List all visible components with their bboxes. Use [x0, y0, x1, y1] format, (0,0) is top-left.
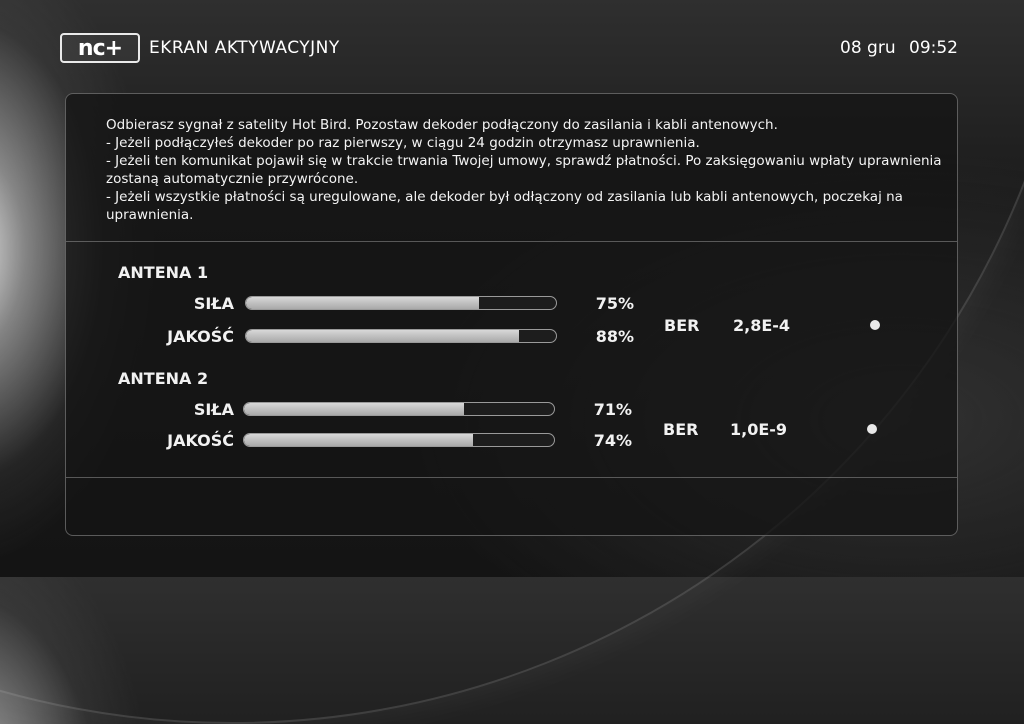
antenna-2-strength-bar [243, 402, 555, 416]
divider [66, 477, 957, 478]
nc-plus-logo: nc+ [60, 33, 140, 63]
antenna-1-strength-label: SIŁA [193, 294, 234, 313]
antenna-2-status-dot [867, 424, 877, 434]
antenna-1-quality-value: 88% [595, 327, 634, 346]
antenna-1-ber-value: 2,8E-4 [733, 316, 791, 335]
antenna-2-ber-label: BER [663, 420, 699, 439]
antenna-1-title: ANTENA 1 [118, 263, 209, 282]
antenna-1-ber-label: BER [664, 316, 700, 335]
antenna-2-quality-bar [243, 433, 555, 447]
antenna-2-ber-value: 1,0E-9 [730, 420, 788, 439]
antenna-2-quality-fill [244, 434, 473, 446]
date-time [840, 38, 958, 58]
antenna-1-strength-bar [245, 296, 557, 310]
antenna-1-status-dot [870, 320, 880, 330]
antenna-2-strength-fill [244, 403, 464, 415]
activation-panel [65, 93, 958, 536]
message-line: - Jeżeli ten komunikat pojawił się w trakcie trwania Twojej umowy, sprawdź płatności. Po zaksięgowaniu wpłaty uprawnienia zostaną automatycznie przywrócone. [106, 153, 942, 187]
antenna-1-strength-fill [246, 297, 479, 309]
time-text: 09:52 [909, 38, 958, 58]
antenna-2-strength-value: 71% [593, 400, 632, 419]
top-bar [0, 0, 1024, 90]
antenna-2-strength-label: SIŁA [193, 400, 234, 419]
message-line: - Jeżeli podłączyłeś dekoder po raz pierwszy, w ciągu 24 godzin otrzymasz uprawnienia. [106, 135, 700, 151]
screen-title: EKRAN AKTYWACYJNY [149, 38, 340, 58]
antenna-1-quality-label: JAKOŚĆ [167, 327, 234, 346]
message-line: Odbierasz sygnał z satelity Hot Bird. Pozostaw dekoder podłączony do zasilania i kabli antenowych. [106, 117, 778, 133]
antenna-2-quality-label: JAKOŚĆ [167, 431, 234, 450]
antenna-1-quality-fill [246, 330, 519, 342]
date-text: 08 gru [840, 38, 896, 58]
antenna-1-quality-bar [245, 329, 557, 343]
info-message [106, 116, 946, 224]
antenna-1-strength-value: 75% [595, 294, 634, 313]
antenna-2-quality-value: 74% [593, 431, 632, 450]
message-line: - Jeżeli wszystkie płatności są uregulowane, ale dekoder był odłączony od zasilania lub kabli antenowych, poczekaj na uprawnienia. [106, 189, 903, 223]
antenna-2-title: ANTENA 2 [118, 369, 209, 388]
divider [66, 241, 957, 242]
